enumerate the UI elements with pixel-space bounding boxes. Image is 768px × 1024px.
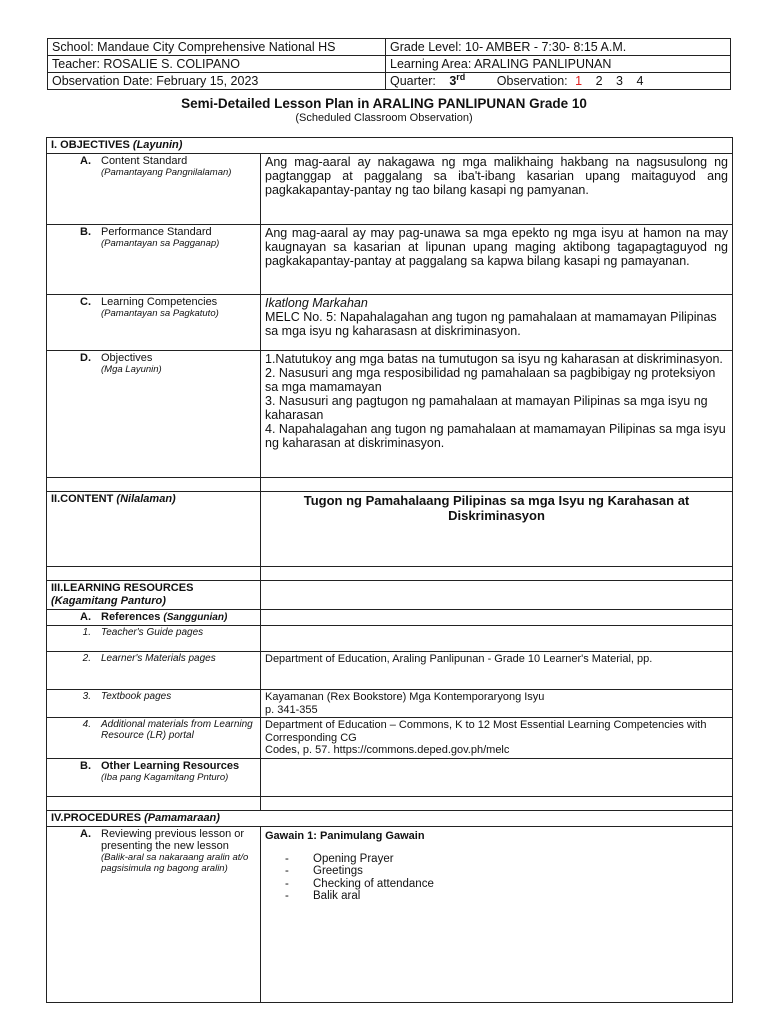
- objectives-list: [261, 351, 733, 478]
- objective-item: 3. Nasusuri ang pagtugon ng pamahalaan at mamayan Pilipinas sa mga isyu ng kaharasan: [265, 394, 708, 422]
- additional-materials-value: Department of Education – Commons, K to 12 Most Essential Learning Competencies with Corresponding CG Codes, p. 57. https://commons.deped.gov.ph/melc: [261, 718, 733, 759]
- step-a-content: [261, 826, 733, 1002]
- performance-standard-label-cell: B. Performance Standard (Pamantayan sa Pagganap): [47, 225, 261, 295]
- learning-competencies-text: Ikatlong Markahan MELC No. 5: Napahalagahan ang tugon ng pamahalaan at mamamayan Pilipinas sa mga isyu ng kaharasasn at diskriminasyon.: [261, 295, 733, 351]
- content-title: Tugon ng Pamahalaang Pilipinas sa mga Isyu ng Karahasan at Diskriminasyon: [261, 492, 733, 567]
- teachers-guide-label-cell: 1. Teacher's Guide pages: [47, 626, 261, 652]
- list-item: - Checking of attendance: [285, 878, 728, 891]
- list-item: - Greetings: [285, 865, 728, 878]
- observation-date-cell: Observation Date: February 15, 2023: [48, 73, 386, 90]
- other-resources-label-cell: B. Other Learning Resources (Iba pang Kagamitang Pnturo): [47, 758, 261, 796]
- other-resources-blank: [261, 758, 733, 796]
- objective-item: 4. Napahalagahan ang tugon ng pamahalaan at mamamayan Pilipinas sa mga isyu ng kaharasan at diskriminasyon.: [265, 422, 726, 450]
- observation-option-4: 4: [636, 73, 644, 88]
- spacer-cell: [47, 567, 261, 581]
- list-item: - Balik aral: [285, 890, 728, 903]
- spacer-cell: [47, 478, 261, 492]
- step-a-label-cell: A. Reviewing previous lesson or presenting the new lesson (Balik-aral sa nakaraang aralin at/o pagsisimula ng bagong aralin): [47, 826, 261, 1002]
- observation-option-2: 2: [595, 73, 603, 88]
- content-heading: II.CONTENT (Nilalaman): [47, 492, 261, 567]
- list-item: - Opening Prayer: [285, 853, 728, 866]
- page-title: Semi-Detailed Lesson Plan in ARALING PANLIPUNAN Grade 10: [181, 96, 587, 111]
- additional-materials-label-cell: 4. Additional materials from Learning Resource (LR) portal: [47, 718, 261, 759]
- teacher-cell: Teacher: ROSALIE S. COLIPANO: [48, 56, 386, 73]
- spacer-cell: [261, 796, 733, 810]
- objective-item: 1.Natutukoy ang mga batas na tumutugon sa isyu ng kaharasan at diskriminasyon.: [265, 352, 723, 366]
- activity-list: [265, 853, 728, 903]
- references-label-cell: A. References (Sanggunian): [47, 610, 261, 626]
- gawain-title: Gawain 1: Panimulang Gawain: [265, 829, 425, 842]
- content-standard-text: Ang mag-aaral ay nakagawa ng mga malikhaing hakbang na nagsusulong ng pagtanggap at paggalang sa iba't-ibang kasarian upang maitaguyod ang pagkakapantay-pantay ng tao bilang kasapi ng pamyanan.: [261, 154, 733, 225]
- learners-materials-label-cell: 2. Learner's Materials pages: [47, 652, 261, 690]
- objectives-label-cell: D. Objectives (Mga Layunin): [47, 351, 261, 478]
- teachers-guide-value: [261, 626, 733, 652]
- textbook-label-cell: 3. Textbook pages: [47, 690, 261, 718]
- learning-competencies-label-cell: C. Learning Competencies (Pamantayan sa Pagkatuto): [47, 295, 261, 351]
- quarter-cell: [386, 73, 731, 90]
- performance-standard-text: Ang mag-aaral ay may pag-unawa sa mga epekto ng mga isyu at hamon na may kaugnayan sa kasarian at lipunan upang maging aktibong tagapagtaguyod ng pagkakapantay-pantay at paggalang sa kapwa bilang kasapi ng pamayanan.: [261, 225, 733, 295]
- content-standard-label-cell: A. Content Standard (Pamantayang Pangnilalaman): [47, 154, 261, 225]
- page-subtitle: (Scheduled Classroom Observation): [295, 112, 473, 124]
- learners-materials-value: Department of Education, Araling Panlipunan - Grade 10 Learner's Material, pp.: [261, 652, 733, 690]
- learning-area-cell: Learning Area: ARALING PANLIPUNAN: [386, 56, 731, 73]
- spacer-cell: [261, 478, 733, 492]
- quarter-label: Quarter:: [390, 73, 436, 88]
- header-table: [47, 38, 731, 90]
- textbook-value: Kayamanan (Rex Bookstore) Mga Kontemporaryong Isyu p. 341-355: [261, 690, 733, 718]
- quarter-number: 3rd: [449, 71, 466, 88]
- observation-option-3: 3: [616, 73, 623, 88]
- procedures-heading: IV.PROCEDURES (Pamamaraan): [47, 810, 733, 826]
- observation-label: Observation:: [496, 73, 568, 88]
- objectives-heading: I. OBJECTIVES (Layunin): [47, 138, 733, 154]
- observation-option-1: 1: [575, 73, 583, 88]
- objective-item: 2. Nasusuri ang mga resposibilidad ng pamahalaan sa pagbibigay ng proteksiyon sa mga mamamayan: [265, 366, 716, 394]
- lesson-plan-table: [46, 137, 733, 1003]
- spacer-cell: [261, 567, 733, 581]
- grade-level-cell: Grade Level: 10- AMBER - 7:30- 8:15 A.M.: [386, 39, 731, 56]
- school-cell: School: Mandaue City Comprehensive National HS: [48, 39, 386, 56]
- references-blank: [261, 610, 733, 626]
- spacer-cell: [47, 796, 261, 810]
- resources-heading-blank: [261, 581, 733, 610]
- resources-heading: III.LEARNING RESOURCES (Kagamitang Panturo): [47, 581, 261, 610]
